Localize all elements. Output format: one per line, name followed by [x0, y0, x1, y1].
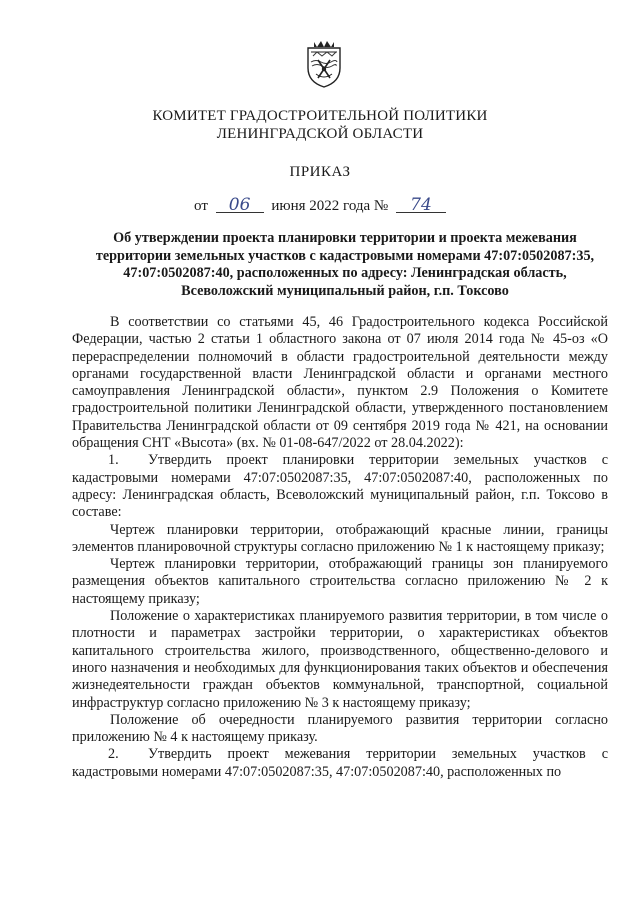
organization-name-line2: ЛЕНИНГРАДСКОЙ ОБЛАСТИ [216, 126, 424, 142]
item-2-text: Утвердить проект межевания территории земельных участков с кадастровыми номерами 47:07:0502087:35, 47:07:0502087:40, расположенных по [72, 746, 608, 780]
subitem-paragraph: Чертеж планировки территории, отображающий красные линии, границы элементов планировочной структуры согласно приложению № 1 к настоящему приказу; [72, 521, 608, 555]
preamble-paragraph: В соответствии со статьями 45, 46 Градостроительного кодекса Российской Федерации, частью 2 статьи 1 областного закона от 07 июля 2014 года № 45-оз «О перераспределении полномочий в области градостроительной деятельности между органами государственной власти Ленинградской области и органами местного самоуправления Ленинградской области», пунктом 2.9 Положения о Комитете градостроительной политики Ленинградской области, утвержденного постановлением Правительства Ленинградской области от 09 сентября 2019 года № 421, на основании обращения СНТ «Высота» (вх. № 01-08-647/2022 от 28.04.2022): [72, 314, 608, 452]
subitem-paragraph: Положение о характеристиках планируемого развития территории, в том числе о плотности и параметрах застройки территории, о характеристиках объектов капитального строительства жилого, производственного, общественно-делового и иного назначения и необходимых для функционирования таких объектов и обеспечения жизнедеятельности граждан объектов коммунальной, транспортной, социальной инфраструктур согласно приложению № 3 к настоящему приказу; [72, 608, 608, 711]
document-title: Об утверждении проекта планировки территории и проекта межевания территории земельных участков с кадастровыми номерами 47:07:0502087:35, 47:07:0502087:40, расположенных по адресу: Ленинградская область, Всеволожский муниципальный район, г.п. Токсово [95, 230, 595, 299]
coat-of-arms-emblem [305, 38, 343, 88]
date-month-year: июня 2022 года [271, 198, 371, 214]
subitem-paragraph: Положение об очередности планируемого развития территории согласно приложению № 4 к настоящему приказу. [72, 711, 608, 746]
item-2-number: 2. [108, 746, 119, 763]
document-body [72, 314, 608, 781]
item-2 [72, 746, 608, 781]
number-label: № [373, 198, 389, 214]
subitem-paragraph: Чертеж планировки территории, отображающий границы зон планируемого размещения объектов капитального строительства согласно приложению № 2 к настоящему приказу; [72, 556, 608, 607]
handwritten-day: 06 [216, 198, 264, 213]
organization-name-line1: КОМИТЕТ ГРАДОСТРОИТЕЛЬНОЙ ПОЛИТИКИ [152, 108, 488, 124]
date-line [0, 195, 640, 215]
handwritten-number: 74 [396, 198, 446, 213]
item-1 [72, 452, 608, 521]
document-type: ПРИКАЗ [289, 164, 351, 180]
item-1-number: 1. [108, 452, 119, 469]
date-prefix: от [194, 198, 208, 214]
item-1-text: Утвердить проект планировки территории земельных участков с кадастровыми номерами 47:07:0502087:35, 47:07:0502087:40, расположенных по адресу: Ленинградская область, Всеволожский муниципальный район, г.п. Токсово в составе: [72, 452, 608, 521]
